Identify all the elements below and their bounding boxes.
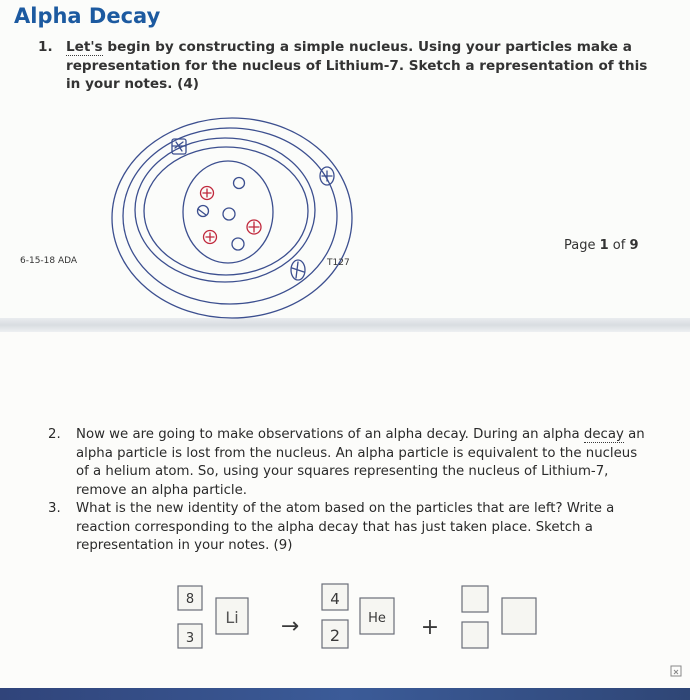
page-total: 9 <box>629 238 639 253</box>
question-2-text-b: an alpha particle is lost from the nucleus. An alpha particle is equivalent to the nucleus of a helium atom. So, using your squares representing the nucleus of Lithium-7, remove an alpha particle. <box>76 427 645 498</box>
page-current: 1 <box>599 238 609 253</box>
footer-code: T127 <box>327 258 350 268</box>
page-corner-icon <box>670 664 684 678</box>
symbol-box-product <box>502 598 536 634</box>
question-1-number: 1. <box>38 39 53 55</box>
of-word: of <box>608 238 630 253</box>
page-title: Alpha Decay <box>14 4 161 28</box>
reaction-arrow: → <box>280 614 300 639</box>
mass-number-box-product <box>462 586 488 612</box>
atomic-number-he: 2 <box>329 626 341 645</box>
question-3-number: 3. <box>48 501 61 516</box>
question-1-text: begin by constructing a simple nucleus. Using your particles make a representation for the nucleus of Lithium-7. Sketch a representation of this in your notes. (4) <box>66 39 648 92</box>
question-2-number: 2. <box>48 427 61 442</box>
mass-number-li: 8 <box>185 592 195 607</box>
plus-sign: + <box>420 615 440 640</box>
footer-date-code: 6-15-18 ADA <box>20 256 78 266</box>
lets-word: Let's <box>66 39 103 55</box>
atomic-number-li: 3 <box>185 631 195 646</box>
symbol-he: He <box>368 611 386 626</box>
decay-word: decay <box>583 427 624 442</box>
atomic-number-box-product <box>462 622 488 648</box>
mass-number-he: 4 <box>330 590 340 608</box>
question-2-text-a: Now we are going to make observations of an alpha decay. During an alpha <box>76 427 584 442</box>
page-word: Page <box>564 238 600 253</box>
question-3-text: What is the new identity of the atom based on the particles that are left? Write a reaction corresponding to the alpha decay that has just taken place. Sketch a representation in your notes. (9) <box>76 501 615 553</box>
symbol-li: Li <box>225 608 239 627</box>
bottom-toolbar <box>0 688 690 700</box>
